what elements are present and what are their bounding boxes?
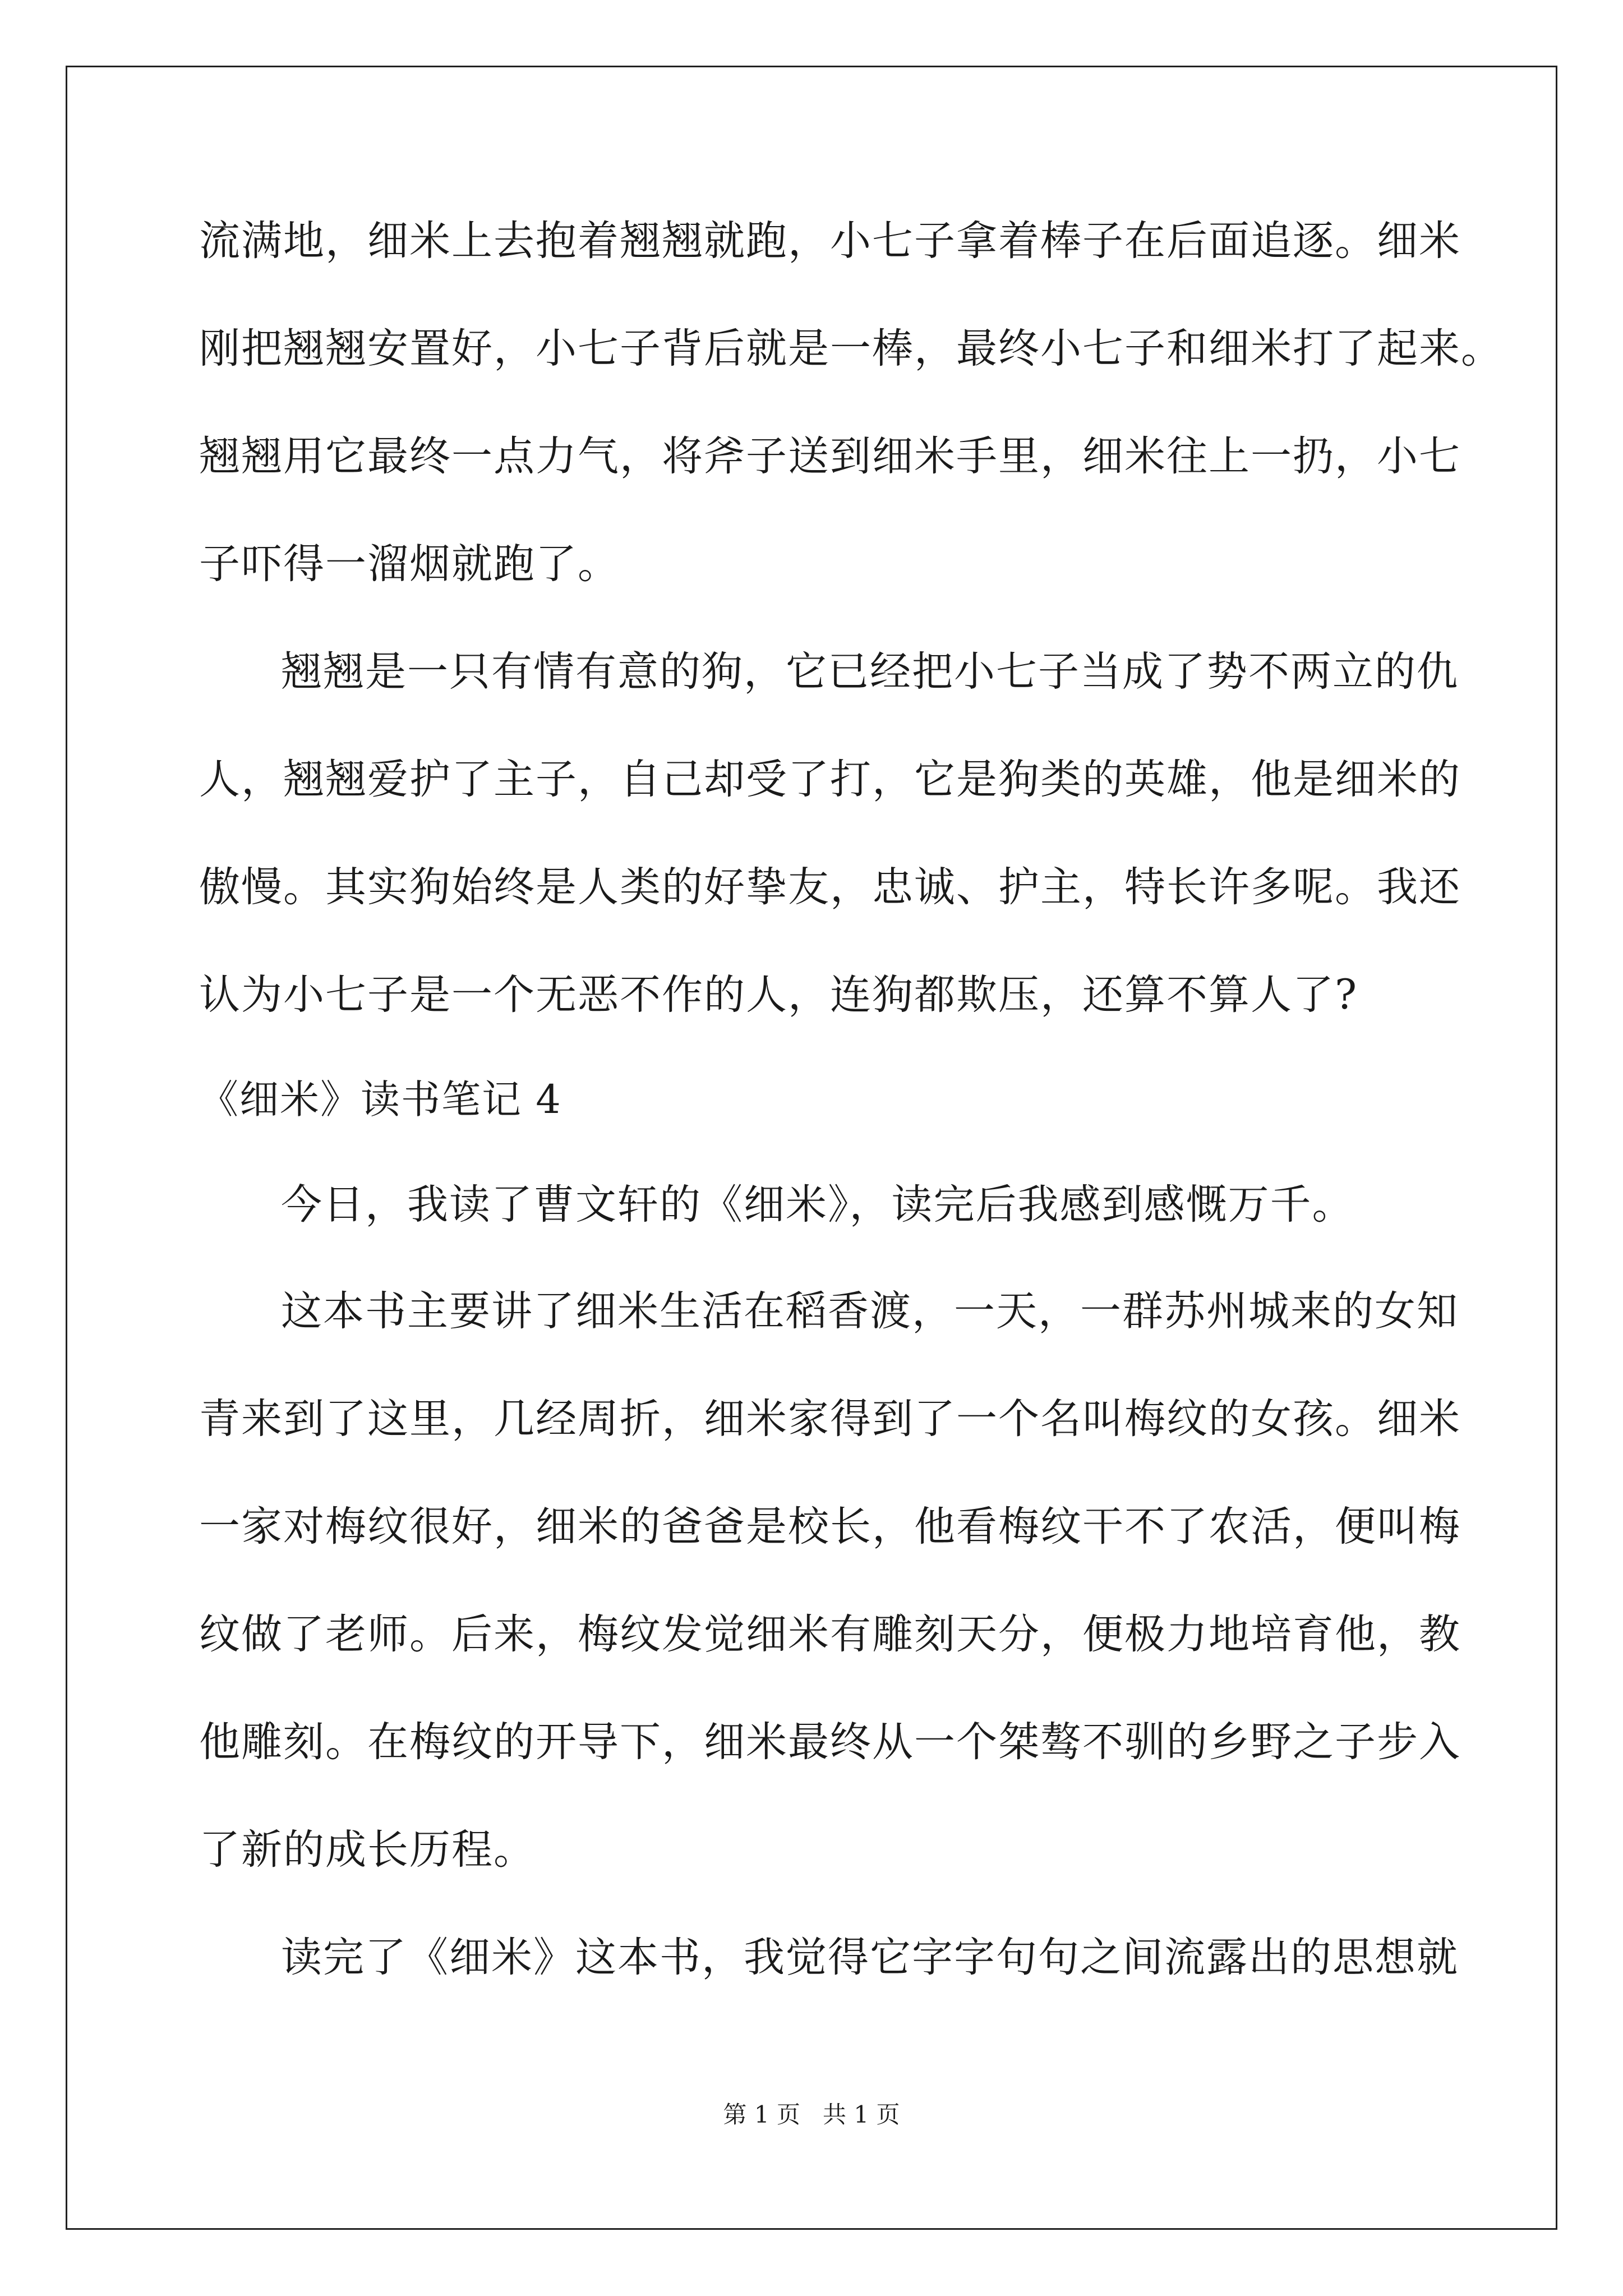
- paragraph-line: 子吓得一溜烟就跑了。: [199, 540, 620, 588]
- page-footer: 第 1 页 共 1 页: [723, 2101, 900, 2128]
- paragraph-line: 青来到了这里，几经周折，细米家得到了一个名叫梅纹的女孩。细米: [199, 1395, 1461, 1443]
- page-frame: [66, 66, 1557, 2230]
- paragraph-line: 读完了《细米》这本书，我觉得它字字句句之间流露出的思想就: [281, 1934, 1459, 1981]
- paragraph-line: 流满地，细米上去抱着翘翘就跑，小七子拿着棒子在后面追逐。细米: [199, 217, 1461, 265]
- paragraph-line: 翘翘是一只有情有意的狗，它已经把小七子当成了势不两立的仇: [281, 648, 1459, 696]
- paragraph-line: 傲慢。其实狗始终是人类的好挚友，忠诚、护主，特长许多呢。我还: [199, 863, 1461, 911]
- paragraph-line: 今日，我读了曹文轩的《细米》，读完后我感到感慨万千。: [281, 1181, 1354, 1228]
- paragraph-line: 翘翘用它最终一点力气，将斧子送到细米手里，细米往上一扔，小七: [199, 432, 1461, 480]
- paragraph-line: 纹做了老师。后来，梅纹发觉细米有雕刻天分，便极力地培育他，教: [199, 1611, 1461, 1658]
- paragraph-line: 了新的成长历程。: [199, 1826, 536, 1874]
- paragraph-line: 刚把翘翘安置好，小七子背后就是一棒，最终小七子和细米打了起来。: [199, 325, 1503, 372]
- paragraph-line: 认为小七子是一个无恶不作的人，连狗都欺压，还算不算人了?: [199, 971, 1358, 1019]
- paragraph-line: 人，翘翘爱护了主子，自己却受了打，它是狗类的英雄，他是细米的: [199, 756, 1461, 803]
- paragraph-line: 这本书主要讲了细米生活在稻香渡，一天，一群苏州城来的女知: [281, 1287, 1459, 1335]
- paragraph-line: 他雕刻。在梅纹的开导下，细米最终从一个桀骜不驯的乡野之子步入: [199, 1718, 1461, 1766]
- paragraph-line: 一家对梅纹很好，细米的爸爸是校长，他看梅纹干不了农活，便叫梅: [199, 1503, 1461, 1550]
- section-heading: 《细米》读书笔记 4: [199, 1076, 562, 1122]
